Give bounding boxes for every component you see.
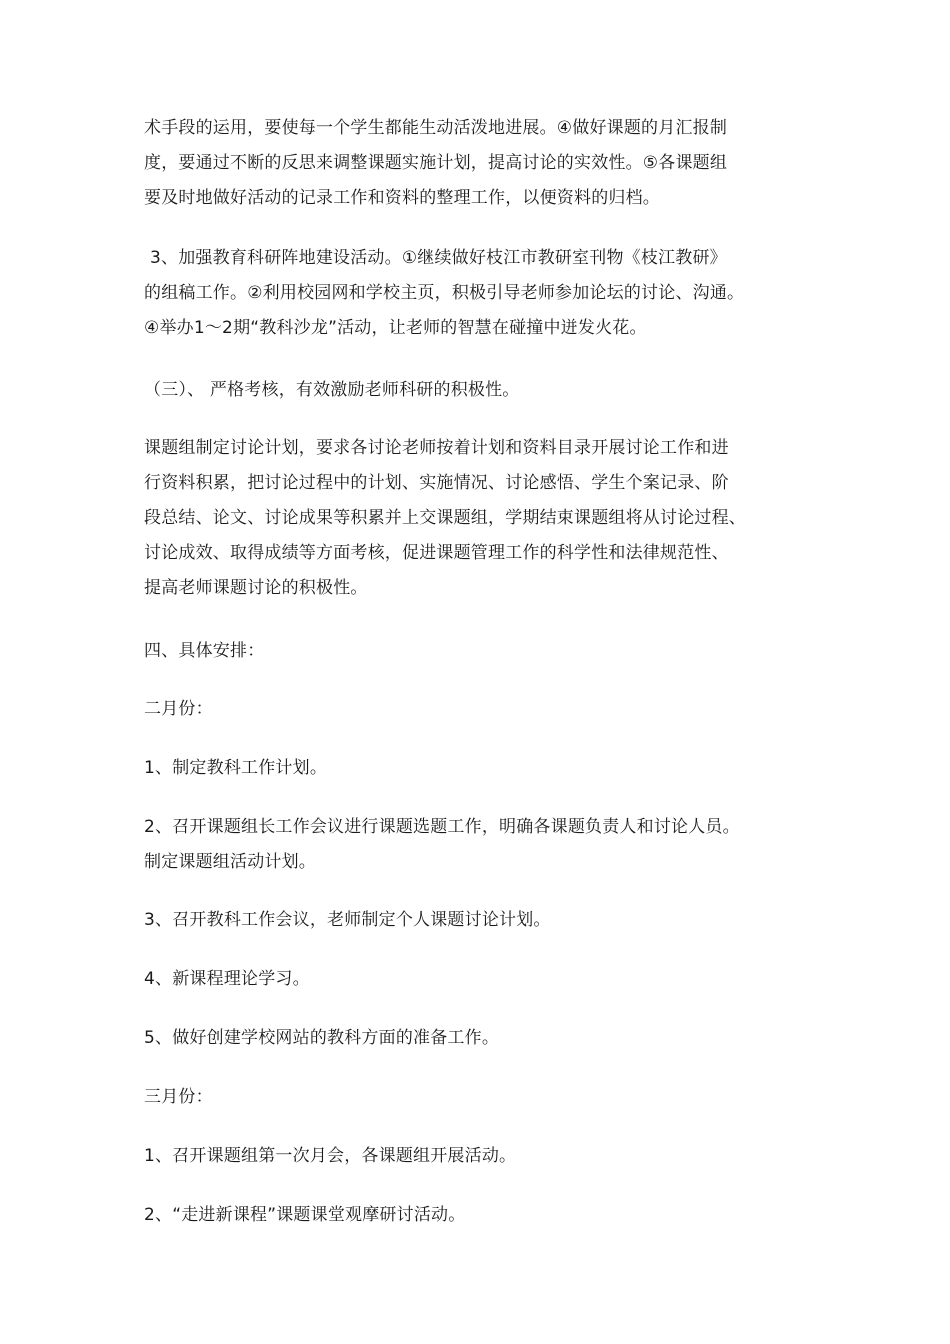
text-line: 1、制定教科工作计划。 (144, 758, 328, 778)
text-line: 制定课题组活动计划。 (144, 852, 316, 872)
text-line: 的组稿工作。②利用校园网和学校主页，积极引导老师参加论坛的讨论、沟通。 (144, 283, 745, 303)
text-line: 3、召开教科工作会议，老师制定个人课题讨论计划。 (144, 910, 551, 930)
text-line: ④举办1～2期“教科沙龙”活动，让老师的智慧在碰撞中迸发火花。 (144, 318, 647, 338)
list-item (144, 810, 824, 880)
list-item (144, 1139, 824, 1174)
text-line: 提高老师课题讨论的积极性。 (144, 578, 368, 598)
list-item (144, 962, 824, 997)
text-line: 4、新课程理论学习。 (144, 969, 310, 989)
section-heading-schedule (144, 634, 824, 669)
text-line: 度，要通过不断的反思来调整课题实施计划，提高讨论的实效性。⑤各课题组 (144, 153, 728, 173)
paragraph-research-base (144, 241, 830, 346)
month-heading-february (144, 692, 824, 727)
text-line: 讨论成效、取得成绩等方面考核，促进课题管理工作的科学性和法律规范性、 (144, 543, 729, 563)
text-line: 1、召开课题组第一次月会，各课题组开展活动。 (144, 1146, 517, 1166)
text-line: 3、加强教育科研阵地建设活动。①继续做好枝江市教研室刊物《枝江教研》 (150, 248, 727, 268)
month-heading-march (144, 1080, 824, 1115)
text-line: 术手段的运用，要使每一个学生都能生动活泼地进展。④做好课题的月汇报制 (144, 118, 728, 138)
list-item (144, 903, 824, 938)
text-line: 5、做好创建学校网站的教科方面的准备工作。 (144, 1028, 500, 1048)
text-line: 要及时地做好活动的记录工作和资料的整理工作，以便资料的归档。 (144, 188, 660, 208)
text-line: 段总结、论文、讨论成果等积累并上交课题组，学期结束课题组将从讨论过程、 (144, 508, 746, 528)
text-line: 行资料积累，把讨论过程中的计划、实施情况、讨论感悟、学生个案记录、阶 (144, 473, 729, 493)
list-item (144, 751, 824, 786)
text-line: 三月份： (144, 1087, 213, 1107)
text-line: 四、具体安排： (144, 641, 265, 661)
section-heading-assessment (144, 373, 824, 408)
text-line: （三）、 严格考核，有效激励老师科研的积极性。 (144, 380, 520, 400)
paragraph-assessment (144, 431, 824, 606)
text-line: 课题组制定讨论计划，要求各讨论老师按着计划和资料目录开展讨论工作和进 (144, 438, 729, 458)
list-item (144, 1198, 824, 1233)
list-item (144, 1021, 824, 1056)
text-line: 二月份： (144, 699, 213, 719)
text-line: 2、召开课题组长工作会议进行课题选题工作，明确各课题负责人和讨论人员。 (144, 817, 740, 837)
paragraph-research-methods (144, 111, 824, 216)
text-line: 2、“走进新课程”课题课堂观摩研讨活动。 (144, 1205, 466, 1225)
